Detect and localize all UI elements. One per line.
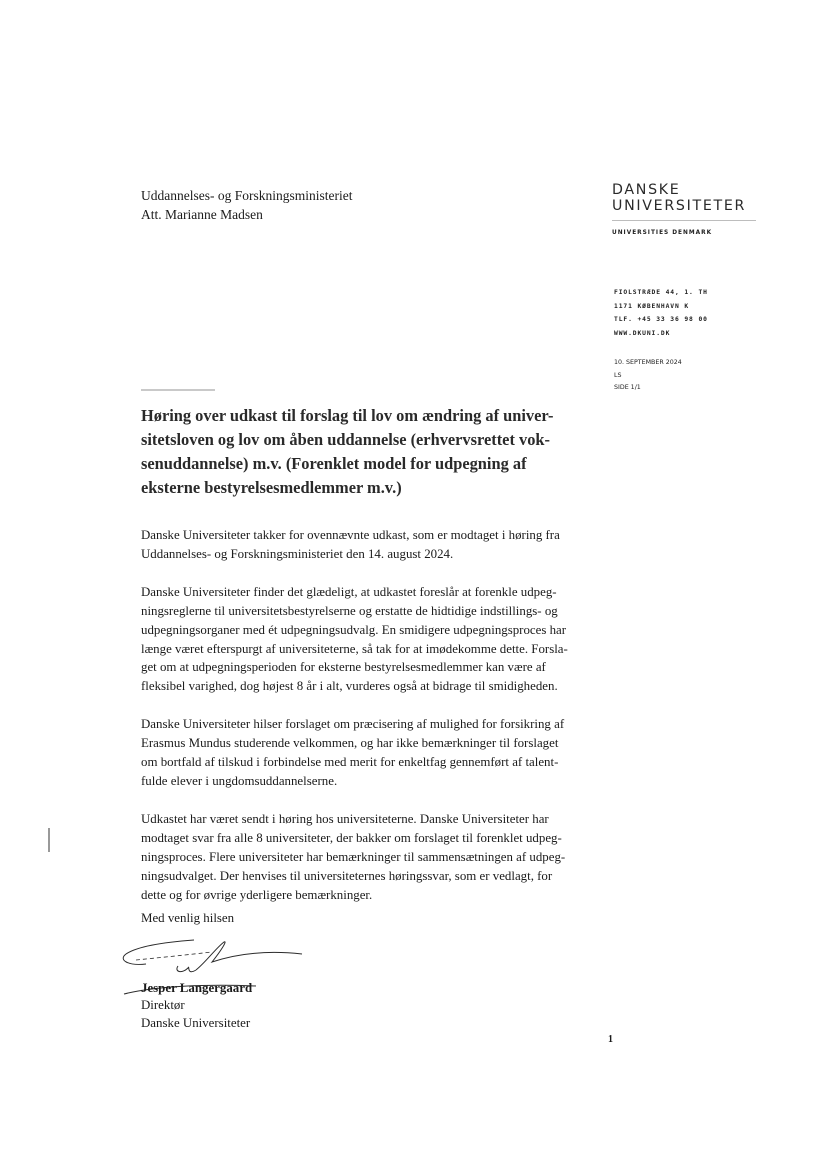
recipient-organization: Uddannelses- og Forskningsministeriet bbox=[141, 188, 353, 203]
body-line: fleksibel varighed, dog højest 8 år i alt, vurderes også at bidrage til smidigheden. bbox=[141, 679, 558, 694]
body-line: Uddannelses- og Forskningsministeriet den 14. august 2024. bbox=[141, 546, 454, 561]
paragraph-3 bbox=[141, 715, 631, 791]
signer-organization: Danske Universiteter bbox=[141, 1015, 251, 1030]
address-web: WWW.DKUNI.DK bbox=[614, 329, 671, 337]
body-line: Danske Universiteter takker for ovennævnte udkast, som er modtaget i høring fra bbox=[141, 528, 560, 542]
body-line: dette og for øvrige yderligere bemærkninger. bbox=[141, 887, 373, 902]
title-line: senuddannelse) m.v. (Forenklet model for udpegning af bbox=[141, 454, 527, 473]
recipient-block bbox=[141, 186, 352, 224]
letter-meta bbox=[614, 357, 682, 395]
paragraph-2 bbox=[141, 583, 631, 696]
body-line: Danske Universiteter finder det glædeligt, at udkastet foreslår at forenkle udpeg- bbox=[141, 584, 557, 599]
address-phone: TLF. +45 33 36 98 00 bbox=[614, 316, 708, 323]
letter-title bbox=[141, 404, 631, 500]
body-line: Udkastet har været sendt i høring hos universiteterne. Danske Universiteter har bbox=[141, 811, 549, 826]
logo-subtitle: UNIVERSITIES DENMARK bbox=[612, 230, 713, 236]
letter-initials: LS bbox=[614, 371, 622, 379]
scan-smudge bbox=[141, 389, 215, 391]
body-line: ningsreglerne til universitetsbestyrelserne og erstatte de hidtidige indstillings- og bbox=[141, 603, 558, 618]
title-line: Høring over udkast til forslag til lov om ændring af univer- bbox=[141, 406, 554, 425]
page-number: 1 bbox=[608, 1034, 613, 1045]
letter-body bbox=[141, 526, 631, 923]
body-line: Erasmus Mundus studerende velkommen, og har ikke bemærkninger til forslaget bbox=[141, 736, 559, 751]
body-line: Danske Universiteter hilser forslaget om præcisering af mulighed for forsikring af bbox=[141, 717, 565, 732]
logo-line-1: DANSKE bbox=[612, 182, 681, 198]
logo-line-2: UNIVERSITETER bbox=[612, 198, 747, 214]
margin-mark bbox=[47, 828, 51, 852]
paragraph-4 bbox=[141, 810, 631, 905]
sender-address bbox=[614, 286, 708, 340]
address-street: FIOLSTRÆDE 44, 1. TH bbox=[614, 289, 708, 296]
address-city: 1171 KØBENHAVN K bbox=[614, 302, 690, 310]
body-line: udpegningsorganer med ét udpegningsudvalg. En smidigere udpegningsproces har bbox=[141, 622, 567, 637]
signer-name: Jesper Langergaard bbox=[141, 981, 253, 995]
body-line: fulde elever i ungdomsuddannelserne. bbox=[141, 773, 338, 788]
closing-greeting: Med venlig hilsen bbox=[141, 911, 235, 925]
body-line: ningsproces. Flere universiteter har bemærkninger til sammensætningen af udpeg- bbox=[141, 849, 566, 864]
letter-date: 10. SEPTEMBER 2024 bbox=[614, 359, 682, 366]
danske-universiteter-logo bbox=[612, 182, 762, 236]
body-line: ningsudvalget. Der henvises til universiteternes høringssvar, som er vedlagt, for bbox=[141, 868, 553, 883]
title-line: eksterne bestyrelsesmedlemmer m.v.) bbox=[141, 478, 402, 497]
logo-divider bbox=[612, 220, 756, 221]
recipient-attention: Att. Marianne Madsen bbox=[141, 207, 263, 222]
letter-page-count: SIDE 1/1 bbox=[614, 384, 641, 391]
body-line: om bortfald af tilskud i forbindelse med merit for enkeltfag gennemført af talent- bbox=[141, 755, 559, 770]
signer-role: Direktør bbox=[141, 998, 185, 1013]
signer-block bbox=[141, 980, 252, 1032]
body-line: get om at udpegningsperioden for eksterne bestyrelsesmedlemmer kan være af bbox=[141, 660, 546, 675]
title-line: sitetsloven og lov om åben uddannelse (erhvervsrettet vok- bbox=[141, 430, 550, 449]
paragraph-1 bbox=[141, 526, 631, 564]
body-line: modtaget svar fra alle 8 universiteter, der bakker om forslaget til forenklet udpeg- bbox=[141, 830, 562, 845]
body-line: længe været efterspurgt af universiteterne, så tak for at imødekomme dette. Forsla- bbox=[141, 641, 568, 656]
